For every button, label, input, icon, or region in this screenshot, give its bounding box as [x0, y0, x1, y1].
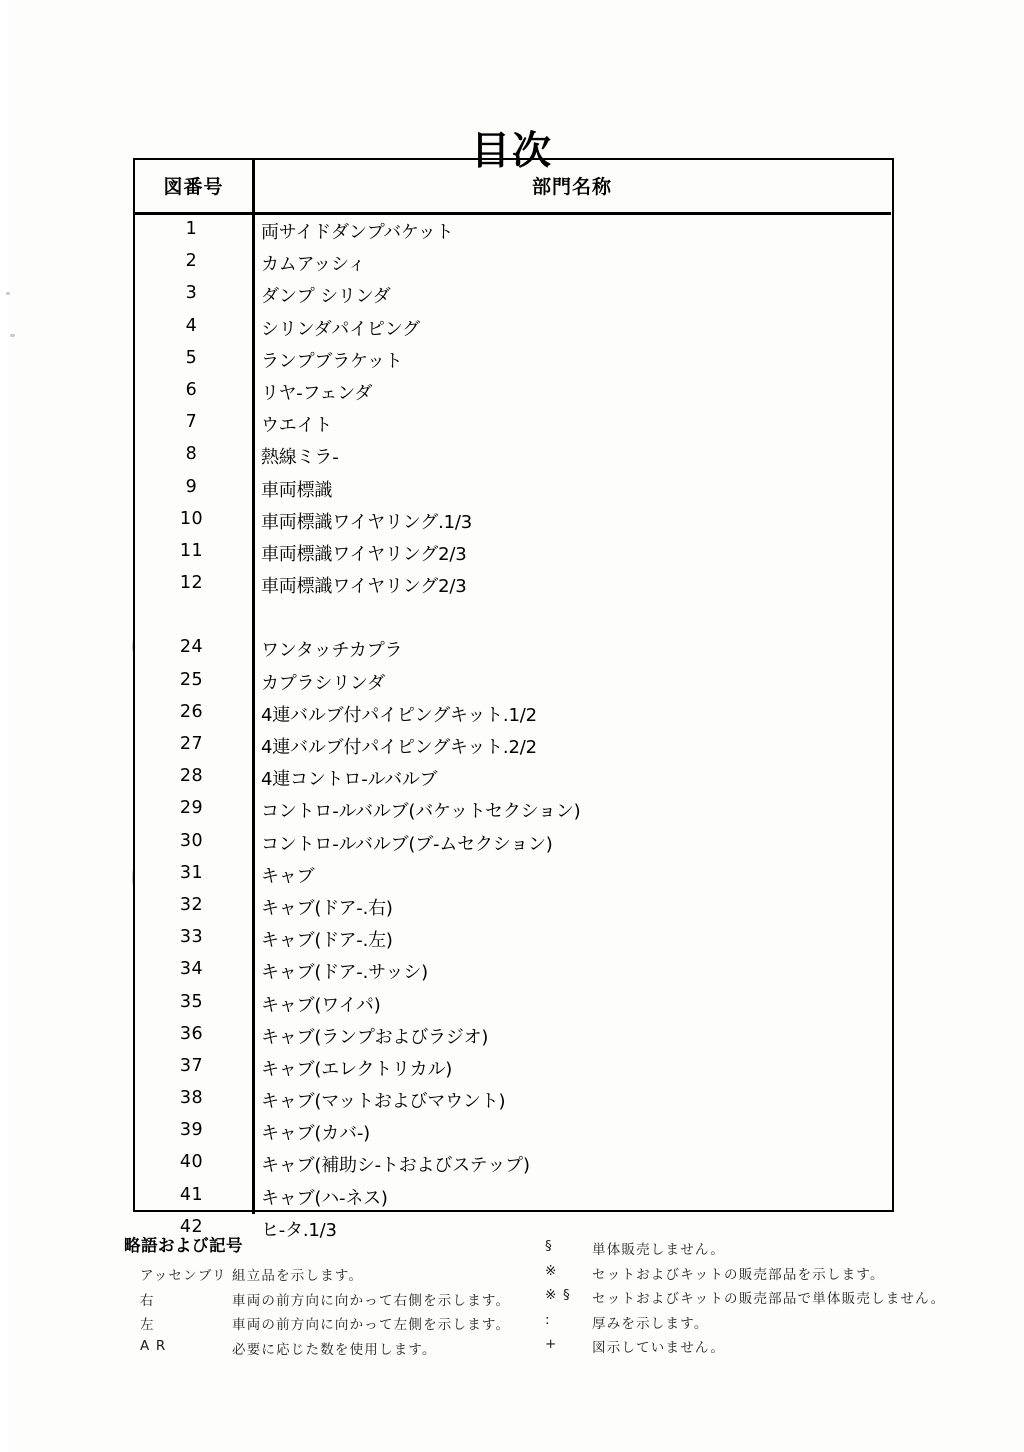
legend-column-symbols — [0, 1238, 1024, 1361]
legend-description: 図示していません。 — [592, 1340, 726, 1356]
table-row — [135, 827, 891, 859]
legend-term: + — [545, 1336, 558, 1352]
legend-term: ※ § — [545, 1287, 571, 1303]
cell-figure-number: 36 — [179, 1023, 204, 1044]
cell-figure-number: 32 — [179, 894, 204, 915]
table-row — [135, 698, 891, 730]
legend-description: 必要に応じた数を使用します。 — [232, 1341, 437, 1358]
cell-figure-number: 42 — [179, 1216, 204, 1237]
legend-term: 右 — [140, 1292, 155, 1309]
cell-figure-number: 10 — [179, 508, 204, 529]
legend-description: 単体販売しません。 — [592, 1242, 726, 1258]
legend-row — [0, 1263, 1024, 1288]
table-row — [135, 440, 891, 472]
cell-figure-number: 5 — [185, 347, 198, 368]
cell-section-name: 4連バルブ付パイピングキット.2/2 — [261, 737, 537, 758]
cell-figure-number: 39 — [179, 1120, 204, 1141]
table-row — [135, 666, 891, 698]
cell-section-name: ダンプ シリンダ — [261, 286, 391, 308]
cell-figure-number: 4 — [185, 315, 198, 336]
cell-section-name: キャブ(マットおよびマウント) — [261, 1091, 506, 1113]
cell-figure-number: 9 — [185, 476, 198, 497]
cell-section-name: 車両標識ワイヤリング2/3 — [261, 543, 467, 565]
cell-section-name: 4連バルブ付パイピングキット.1/2 — [261, 704, 537, 726]
cell-section-name: シリンダパイピング — [261, 318, 420, 340]
table-row — [135, 279, 891, 311]
table-row — [135, 408, 891, 440]
cell-figure-number: 2 — [185, 251, 198, 272]
cell-figure-number: 33 — [179, 927, 204, 948]
table-row — [135, 988, 891, 1020]
cell-section-name: カムアッシィ — [261, 254, 366, 276]
cell-section-name: キャブ(補助シ-トおよびステップ) — [261, 1155, 530, 1177]
toc-table — [133, 158, 894, 1241]
legend-row — [0, 1312, 1024, 1337]
legend-description: セットおよびキットの販売部品で単体販売しません。 — [592, 1291, 946, 1307]
cell-section-name: キャブ — [261, 865, 315, 887]
cell-figure-number: 31 — [179, 862, 204, 883]
cell-figure-number: 8 — [185, 444, 198, 465]
table-row — [135, 859, 891, 891]
legend-term: ※ — [545, 1262, 558, 1279]
table-row — [135, 1020, 891, 1052]
table-row — [135, 215, 891, 247]
cell-figure-number: 37 — [179, 1055, 204, 1076]
legend-term: 左 — [140, 1317, 155, 1333]
table-row — [135, 569, 891, 601]
table-row — [135, 1181, 891, 1213]
cell-figure-number: 40 — [179, 1152, 204, 1173]
cell-figure-number: 38 — [179, 1088, 204, 1109]
table-row — [135, 1084, 891, 1116]
table-row — [135, 891, 891, 923]
table-row — [135, 505, 891, 537]
legend-term: : — [545, 1311, 551, 1328]
table-row — [135, 762, 891, 794]
table-row — [135, 247, 891, 279]
scan-speck — [10, 334, 15, 337]
cell-section-name: キャブ(ハ-ネス) — [261, 1187, 388, 1209]
cell-section-name: 熱線ミラ- — [261, 447, 339, 469]
cell-figure-number: 35 — [179, 991, 204, 1012]
cell-figure-number: 3 — [185, 283, 198, 304]
cell-figure-number: 26 — [179, 701, 204, 722]
cell-figure-number: 34 — [179, 959, 204, 980]
cell-figure-number: 25 — [179, 669, 204, 690]
cell-section-name: カプラシリンダ — [261, 672, 385, 694]
legend-section — [0, 1232, 1024, 1372]
cell-figure-number: 29 — [179, 798, 204, 819]
cell-figure-number: 28 — [179, 766, 204, 787]
table-row-spacer — [135, 601, 891, 633]
cell-figure-number: 7 — [185, 412, 198, 433]
legend-row — [0, 1336, 1024, 1361]
table-row — [135, 923, 891, 955]
cell-section-name: キャブ(カバ-) — [261, 1123, 370, 1145]
cell-section-name: 車両標識ワイヤリング.1/3 — [261, 511, 472, 533]
legend-description: セットおよびキットの販売部品を示します。 — [592, 1266, 885, 1283]
cell-section-name: キャブ(ドア-.サッシ) — [261, 962, 428, 984]
cell-section-name: キャブ(ドア-.右) — [261, 897, 393, 919]
table-row — [135, 473, 891, 505]
scan-speck — [6, 292, 10, 295]
table-row — [135, 633, 891, 665]
table-row — [135, 344, 891, 376]
cell-figure-number: 27 — [179, 734, 204, 754]
cell-figure-number: 11 — [179, 540, 204, 561]
cell-section-name: 車両標識 — [261, 479, 333, 501]
table-row — [135, 955, 891, 987]
table-row — [135, 1148, 891, 1180]
legend-term: アッセンブリ — [140, 1268, 227, 1284]
cell-section-name: ランプブラケット — [261, 350, 403, 372]
legend-description: 組立品を示します。 — [232, 1268, 364, 1284]
table-row — [135, 730, 891, 762]
cell-section-name: 両サイドダンプバケット — [261, 222, 454, 243]
cell-figure-number: 12 — [179, 573, 204, 594]
cell-section-name: ウエイト — [261, 415, 333, 437]
cell-section-name: ワンタッチカプラ — [261, 640, 403, 662]
cell-figure-number: 1 — [185, 219, 198, 239]
column-header-number: 図番号 — [163, 176, 224, 198]
legend-description: 車両の前方向に向かって右側を示します。 — [232, 1292, 511, 1309]
toc-row-list — [135, 215, 891, 1245]
cell-section-name: キャブ(ドア-.左) — [261, 930, 393, 952]
legend-row — [0, 1238, 1024, 1263]
table-row — [135, 1116, 891, 1148]
legend-term: A R — [140, 1337, 167, 1354]
legend-description: 厚みを示します。 — [592, 1315, 709, 1332]
page-title: 目次 — [470, 129, 553, 175]
cell-section-name: キャブ(ワイパ) — [261, 994, 381, 1016]
cell-section-name: キャブ(エレクトリカル) — [261, 1058, 453, 1080]
legend-title: 略語および記号 — [124, 1236, 243, 1255]
legend-row — [0, 1287, 1024, 1312]
cell-figure-number: 6 — [185, 379, 198, 400]
cell-section-name: 4連コントロ-ルバルブ — [261, 769, 438, 791]
cell-section-name: キャブ(ランプおよびラジオ) — [261, 1026, 489, 1048]
cell-figure-number: 41 — [179, 1184, 204, 1205]
cell-figure-number: 30 — [179, 830, 204, 851]
table-row — [135, 537, 891, 569]
legend-description: 車両の前方向に向かって左側を示します。 — [232, 1317, 511, 1333]
cell-section-name: 車両標識ワイヤリング2/3 — [261, 576, 467, 598]
table-row — [135, 312, 891, 344]
cell-section-name: コントロ-ルバルブ(ブ-ムセクション) — [261, 833, 553, 855]
column-header-name: 部門名称 — [531, 176, 612, 198]
legend-term: § — [545, 1238, 553, 1254]
table-row — [135, 794, 891, 826]
cell-figure-number: 24 — [179, 637, 204, 658]
cell-section-name: リヤ-フェンダ — [261, 382, 373, 404]
table-row — [135, 1052, 891, 1084]
cell-section-name: ヒ-タ.1/3 — [261, 1219, 337, 1241]
cell-section-name: コントロ-ルバルブ(バケットセクション) — [261, 801, 581, 823]
table-row — [135, 376, 891, 408]
